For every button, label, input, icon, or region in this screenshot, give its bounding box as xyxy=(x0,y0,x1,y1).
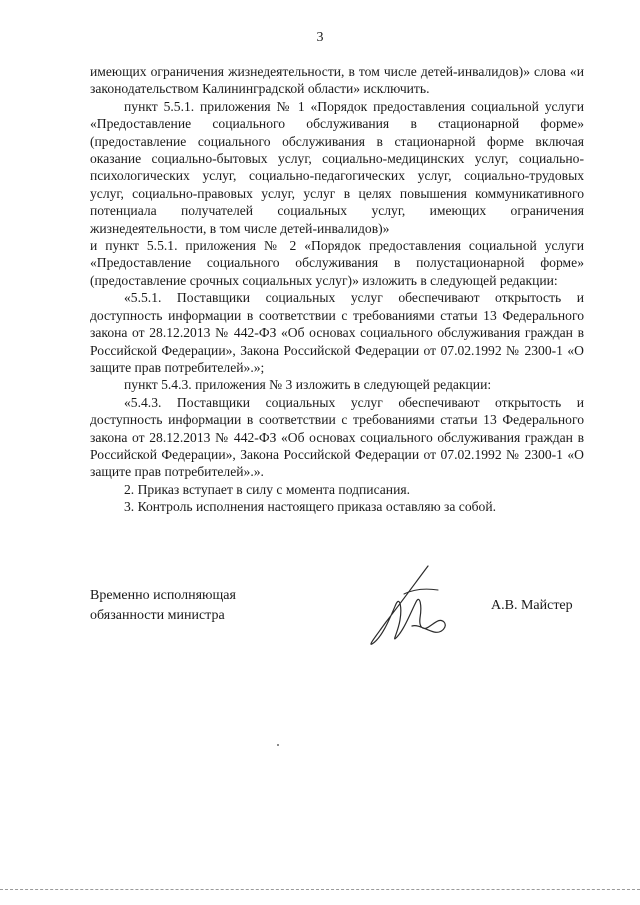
paragraph-new-wording-5-4-3: «5.4.3. Поставщики социальных услуг обеспечивают открытость и доступность информации в соответствии с требованиями статьи 13 Федерального закона от 28.12.2013 № 442-ФЗ «Об основах социального обслуживания граждан в Российской Федерации», Закона Российской Федерации от 07.02.1992 № 2300-1 «О защите прав потребителей».». xyxy=(90,394,584,480)
paragraph-item-5-4-3: пункт 5.4.3. приложения № 3 изложить в следующей редакции: xyxy=(124,377,492,393)
paragraph-item-5-5-1-app1: пункт 5.5.1. приложения № 1 «Порядок предоставления социальной услуги «Предоставление социального обслуживания в стационарной форме» (предоставление социального обслуживания в стационарной форме включая оказание социально-бытовых услуг, социально-медицинских услуг, социально-психологических услуг, социально-педагогических услуг, социально-трудовых услуг, социально-правовых услуг, услуг в целях повышения коммуникативного потенциала получателей социальных услуг, имеющих ограничения жизнедеятельности, в том числе детей-инвалидов)» xyxy=(90,98,584,236)
paragraph-new-wording-5-5-1: «5.5.1. Поставщики социальных услуг обеспечивают открытость и доступность информации в соответствии с требованиями статьи 13 Федерального закона от 28.12.2013 № 442-ФЗ «Об основах социального обслуживания граждан в Российской Федерации», Закона Российской Федерации от 07.02.1992 № 2300-1 «О защите прав потребителей».»; xyxy=(90,290,584,375)
signatory-position xyxy=(90,586,236,626)
scan-speck xyxy=(277,744,279,746)
document-body xyxy=(90,63,584,516)
signatory-name: А.В. Майстер xyxy=(491,598,573,613)
page-number: 3 xyxy=(316,30,324,45)
handwritten-signature xyxy=(356,560,466,660)
signatory-position-line1: Временно исполняющая xyxy=(90,588,236,603)
paragraph-effective-date: 2. Приказ вступает в силу с момента подписания. xyxy=(124,481,410,497)
paragraph-control: 3. Контроль исполнения настоящего приказа оставляю за собой. xyxy=(124,499,497,515)
page-bottom-edge xyxy=(0,889,640,890)
signatory-position-line2: обязанности министра xyxy=(90,608,225,623)
paragraph-item-5-5-1-app2: и пункт 5.5.1. приложения № 2 «Порядок предоставления социальной услуги «Предоставление социального обслуживания в полустационарной форме» (предоставление срочных социальных услуг)» изложить в следующей редакции: xyxy=(90,238,584,288)
paragraph-continuation: имеющих ограничения жизнедеятельности, в том числе детей-инвалидов)» слова «и законодательством Калининградской области» исключить. xyxy=(90,64,584,97)
